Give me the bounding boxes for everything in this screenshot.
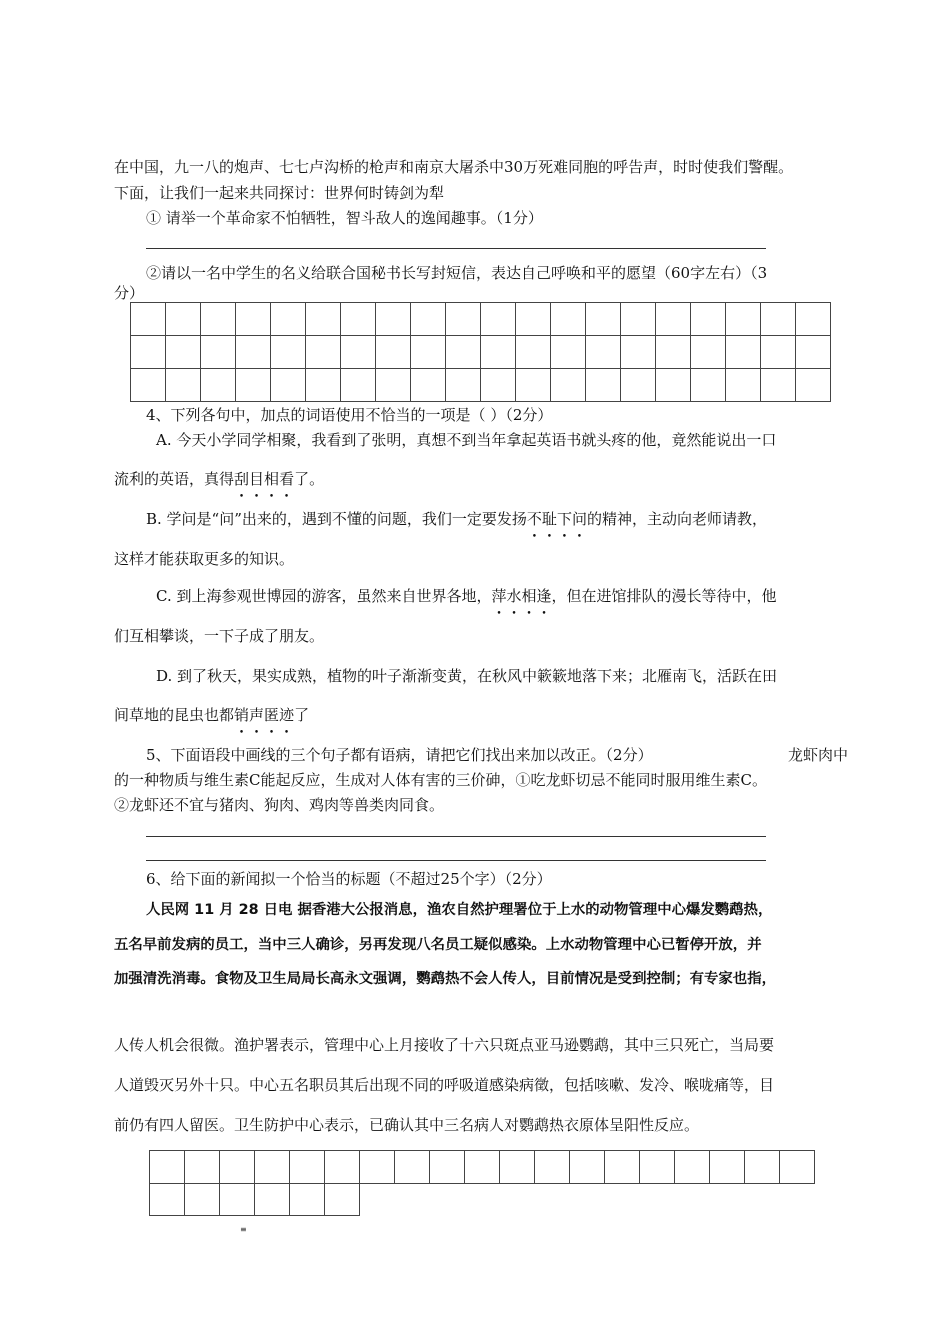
q4-option-a-line-2 [114, 469, 324, 489]
grid-cell[interactable] [656, 369, 691, 402]
grid-cell[interactable] [150, 1184, 185, 1216]
dotted-char: 不 [526, 510, 542, 528]
grid-cell[interactable] [271, 303, 306, 336]
q4-option-d-line-2 [114, 705, 309, 725]
grid-row [131, 336, 831, 369]
text: 流利的英语，真得 [114, 470, 235, 488]
dotted-char: 目 [249, 470, 265, 488]
grid-row [150, 1184, 360, 1216]
grid-cell[interactable] [481, 303, 516, 336]
grid-cell[interactable] [640, 1151, 675, 1184]
grid-cell[interactable] [691, 336, 726, 369]
dotted-char: 相 [264, 470, 280, 488]
grid-cell[interactable] [255, 1184, 290, 1216]
dotted-term-a [234, 470, 294, 488]
grid-cell[interactable] [376, 369, 411, 402]
dotted-char: 逢 [536, 587, 552, 605]
grid-row [131, 303, 831, 336]
grid-cell[interactable] [271, 336, 306, 369]
grid-cell[interactable] [236, 369, 271, 402]
grid-cell[interactable] [185, 1151, 220, 1184]
grid-cell[interactable] [675, 1151, 710, 1184]
grid-cell[interactable] [166, 336, 201, 369]
grid-cell[interactable] [500, 1151, 535, 1184]
grid-cell[interactable] [586, 336, 621, 369]
q6-news-line-1: 人民网 11 月 28 日电 据香港大公报消息，渔农自然护理署位于上水的动物管理中心爆发鹦鹉热， [146, 902, 773, 918]
grid-cell[interactable] [516, 303, 551, 336]
grid-cell[interactable] [691, 303, 726, 336]
grid-cell[interactable] [446, 303, 481, 336]
grid-cell[interactable] [586, 303, 621, 336]
text: B. 学问是“问”出来的，遇到不懂的问题，我们一定要发扬 [146, 510, 527, 528]
grid-cell[interactable] [691, 369, 726, 402]
grid-cell[interactable] [761, 336, 796, 369]
q4-stem: 4、下列各句中，加点的词语使用不恰当的一项是（ ）（2分） [146, 406, 553, 424]
dotted-char: 销 [234, 706, 250, 724]
grid-cell[interactable] [395, 1151, 430, 1184]
q6-title-grid-row-2[interactable] [149, 1183, 360, 1216]
grid-cell[interactable] [551, 303, 586, 336]
grid-cell[interactable] [796, 369, 831, 402]
q5-stem: 5、下面语段中画线的三个句子都有语病，请把它们找出来加以改正。（2分） [146, 746, 653, 764]
grid-cell[interactable] [411, 336, 446, 369]
dotted-char: 迹 [279, 706, 295, 724]
dotted-char: 水 [506, 587, 522, 605]
dotted-char: 下 [556, 510, 572, 528]
dotted-char: 声 [249, 706, 265, 724]
dotted-char: 耻 [541, 510, 557, 528]
q3-sub1: ① 请举一个革命家不怕牺牲，智斗敌人的逸闻趣事。（1分） [146, 209, 543, 227]
grid-cell[interactable] [271, 369, 306, 402]
grid-cell[interactable] [220, 1151, 255, 1184]
grid-cell[interactable] [516, 369, 551, 402]
grid-cell[interactable] [745, 1151, 780, 1184]
footer-mark: ≡ [240, 1225, 247, 1234]
q6-news-line-2: 五名早前发病的员工，当中三人确诊，另再发现八名员工疑似感染。上水动物管理中心已暂停开放，并 [114, 937, 762, 953]
text: 了。 [294, 470, 325, 488]
intro-line-1: 在中国，九一八的炮声、七七卢沟桥的枪声和南京大屠杀中30万死难同胞的呼告声，时时使我们警醒。 [114, 158, 794, 176]
q3-sub2-line-1: ②请以一名中学生的名义给联合国秘书长写封短信，表达自己呼唤和平的愿望（60字左右）（3 [146, 264, 768, 282]
grid-cell[interactable] [726, 369, 761, 402]
grid-row [150, 1151, 815, 1184]
grid-cell[interactable] [341, 369, 376, 402]
grid-cell[interactable] [621, 369, 656, 402]
q6-news-line-5: 人道毁灭另外十只。中心五名职员其后出现不同的呼吸道感染病徵，包括咳嗽、发冷、喉咙痛等，目 [114, 1076, 775, 1094]
grid-cell[interactable] [761, 303, 796, 336]
grid-cell[interactable] [621, 303, 656, 336]
grid-cell[interactable] [481, 369, 516, 402]
grid-cell[interactable] [446, 336, 481, 369]
q3-writing-grid[interactable] [130, 302, 831, 402]
grid-cell[interactable] [341, 336, 376, 369]
q6-title-grid-row-1[interactable] [149, 1150, 815, 1184]
grid-cell[interactable] [710, 1151, 745, 1184]
grid-cell[interactable] [516, 336, 551, 369]
q4-option-b-line-2: 这样才能获取更多的知识。 [114, 550, 295, 568]
grid-cell[interactable] [306, 303, 341, 336]
grid-cell[interactable] [535, 1151, 570, 1184]
q3-sub2-line-2: 分） [114, 284, 145, 302]
text: 间草地的昆虫也都 [114, 706, 235, 724]
grid-cell[interactable] [236, 336, 271, 369]
grid-cell[interactable] [166, 369, 201, 402]
q5-passage-line-3: ②龙虾还不宜与猪肉、狗肉、鸡肉等兽类肉同食。 [114, 796, 445, 814]
grid-cell[interactable] [551, 369, 586, 402]
dotted-term-b [527, 510, 587, 528]
grid-cell[interactable] [411, 303, 446, 336]
grid-cell[interactable] [360, 1151, 395, 1184]
grid-cell[interactable] [656, 303, 691, 336]
grid-cell[interactable] [201, 369, 236, 402]
grid-cell[interactable] [780, 1151, 815, 1184]
q6-news-line-6: 前仍有四人留医。卫生防护中心表示，已确认其中三名病人对鹦鹉热衣原体呈阳性反应。 [114, 1116, 700, 1134]
grid-cell[interactable] [201, 336, 236, 369]
grid-cell[interactable] [586, 369, 621, 402]
grid-cell[interactable] [796, 336, 831, 369]
q3-sub1-answer-line[interactable] [146, 248, 766, 249]
grid-cell[interactable] [220, 1184, 255, 1216]
dotted-term-d [234, 706, 294, 724]
q5-answer-line-2[interactable] [146, 860, 766, 861]
text: 的精神，主动向老师请教， [586, 510, 767, 528]
grid-cell[interactable] [726, 303, 761, 336]
grid-cell[interactable] [341, 303, 376, 336]
q5-answer-line-1[interactable] [146, 836, 766, 837]
grid-cell[interactable] [131, 303, 166, 336]
grid-cell[interactable] [201, 303, 236, 336]
grid-cell[interactable] [796, 303, 831, 336]
q4-option-a-line-1: A. 今天小学同学相聚，我看到了张明，真想不到当年拿起英语书就头疼的他，竟然能说出一口 [156, 431, 777, 449]
q4-option-c-line-2: 们互相攀谈，一下子成了朋友。 [114, 627, 325, 645]
grid-cell[interactable] [376, 303, 411, 336]
grid-cell[interactable] [236, 303, 271, 336]
text: C. 到上海参观世博园的游客，虽然来自世界各地， [156, 587, 492, 605]
grid-cell[interactable] [150, 1151, 185, 1184]
grid-cell[interactable] [570, 1151, 605, 1184]
intro-line-2: 下面，让我们一起来共同探讨：世界何时铸剑为犁 [114, 184, 445, 202]
grid-cell[interactable] [465, 1151, 500, 1184]
dotted-char: 看 [279, 470, 295, 488]
grid-cell[interactable] [306, 336, 341, 369]
q4-option-c-line-1 [156, 586, 777, 606]
grid-cell[interactable] [551, 336, 586, 369]
grid-cell[interactable] [131, 369, 166, 402]
grid-cell[interactable] [325, 1184, 360, 1216]
dotted-char: 刮 [234, 470, 250, 488]
grid-cell[interactable] [131, 336, 166, 369]
grid-cell[interactable] [726, 336, 761, 369]
text: ，但在进馆排队的漫长等待中，他 [551, 587, 777, 605]
grid-cell[interactable] [656, 336, 691, 369]
grid-row [131, 369, 831, 402]
text: 了 [294, 706, 310, 724]
grid-cell[interactable] [605, 1151, 640, 1184]
grid-cell[interactable] [306, 369, 341, 402]
grid-cell[interactable] [621, 336, 656, 369]
grid-cell[interactable] [761, 369, 796, 402]
grid-cell[interactable] [411, 369, 446, 402]
dotted-char: 匿 [264, 706, 280, 724]
grid-cell[interactable] [325, 1151, 360, 1184]
q5-passage-start: 龙虾肉中 [788, 746, 849, 764]
grid-cell[interactable] [255, 1151, 290, 1184]
grid-cell[interactable] [481, 336, 516, 369]
q6-stem: 6、给下面的新闻拟一个恰当的标题（不超过25个字）（2分） [146, 870, 552, 888]
grid-cell[interactable] [185, 1184, 220, 1216]
q5-passage-line-2: 的一种物质与维生素C能起反应，生成对人体有害的三价砷，①吃龙虾切忌不能同时服用维生素C。 [114, 771, 767, 789]
q4-option-b-line-1 [146, 509, 767, 529]
grid-cell[interactable] [166, 303, 201, 336]
grid-cell[interactable] [446, 369, 481, 402]
dotted-term-c [491, 587, 551, 605]
grid-cell[interactable] [290, 1184, 325, 1216]
grid-cell[interactable] [376, 336, 411, 369]
q6-news-line-4: 人传人机会很微。渔护署表示，管理中心上月接收了十六只斑点亚马逊鹦鹉，其中三只死亡，当局要 [114, 1036, 775, 1054]
dotted-char: 相 [521, 587, 537, 605]
q6-news-line-3: 加强清洗消毒。食物及卫生局局长高永文强调，鹦鹉热不会人传人，目前情况是受到控制；有专家也指， [114, 971, 776, 987]
q4-option-d-line-1: D. 到了秋天，果实成熟，植物的叶子渐渐变黄，在秋风中簌簌地落下来；北雁南飞，活跃在田 [156, 667, 778, 685]
grid-cell[interactable] [430, 1151, 465, 1184]
dotted-char: 问 [571, 510, 587, 528]
grid-cell[interactable] [290, 1151, 325, 1184]
dotted-char: 萍 [491, 587, 507, 605]
